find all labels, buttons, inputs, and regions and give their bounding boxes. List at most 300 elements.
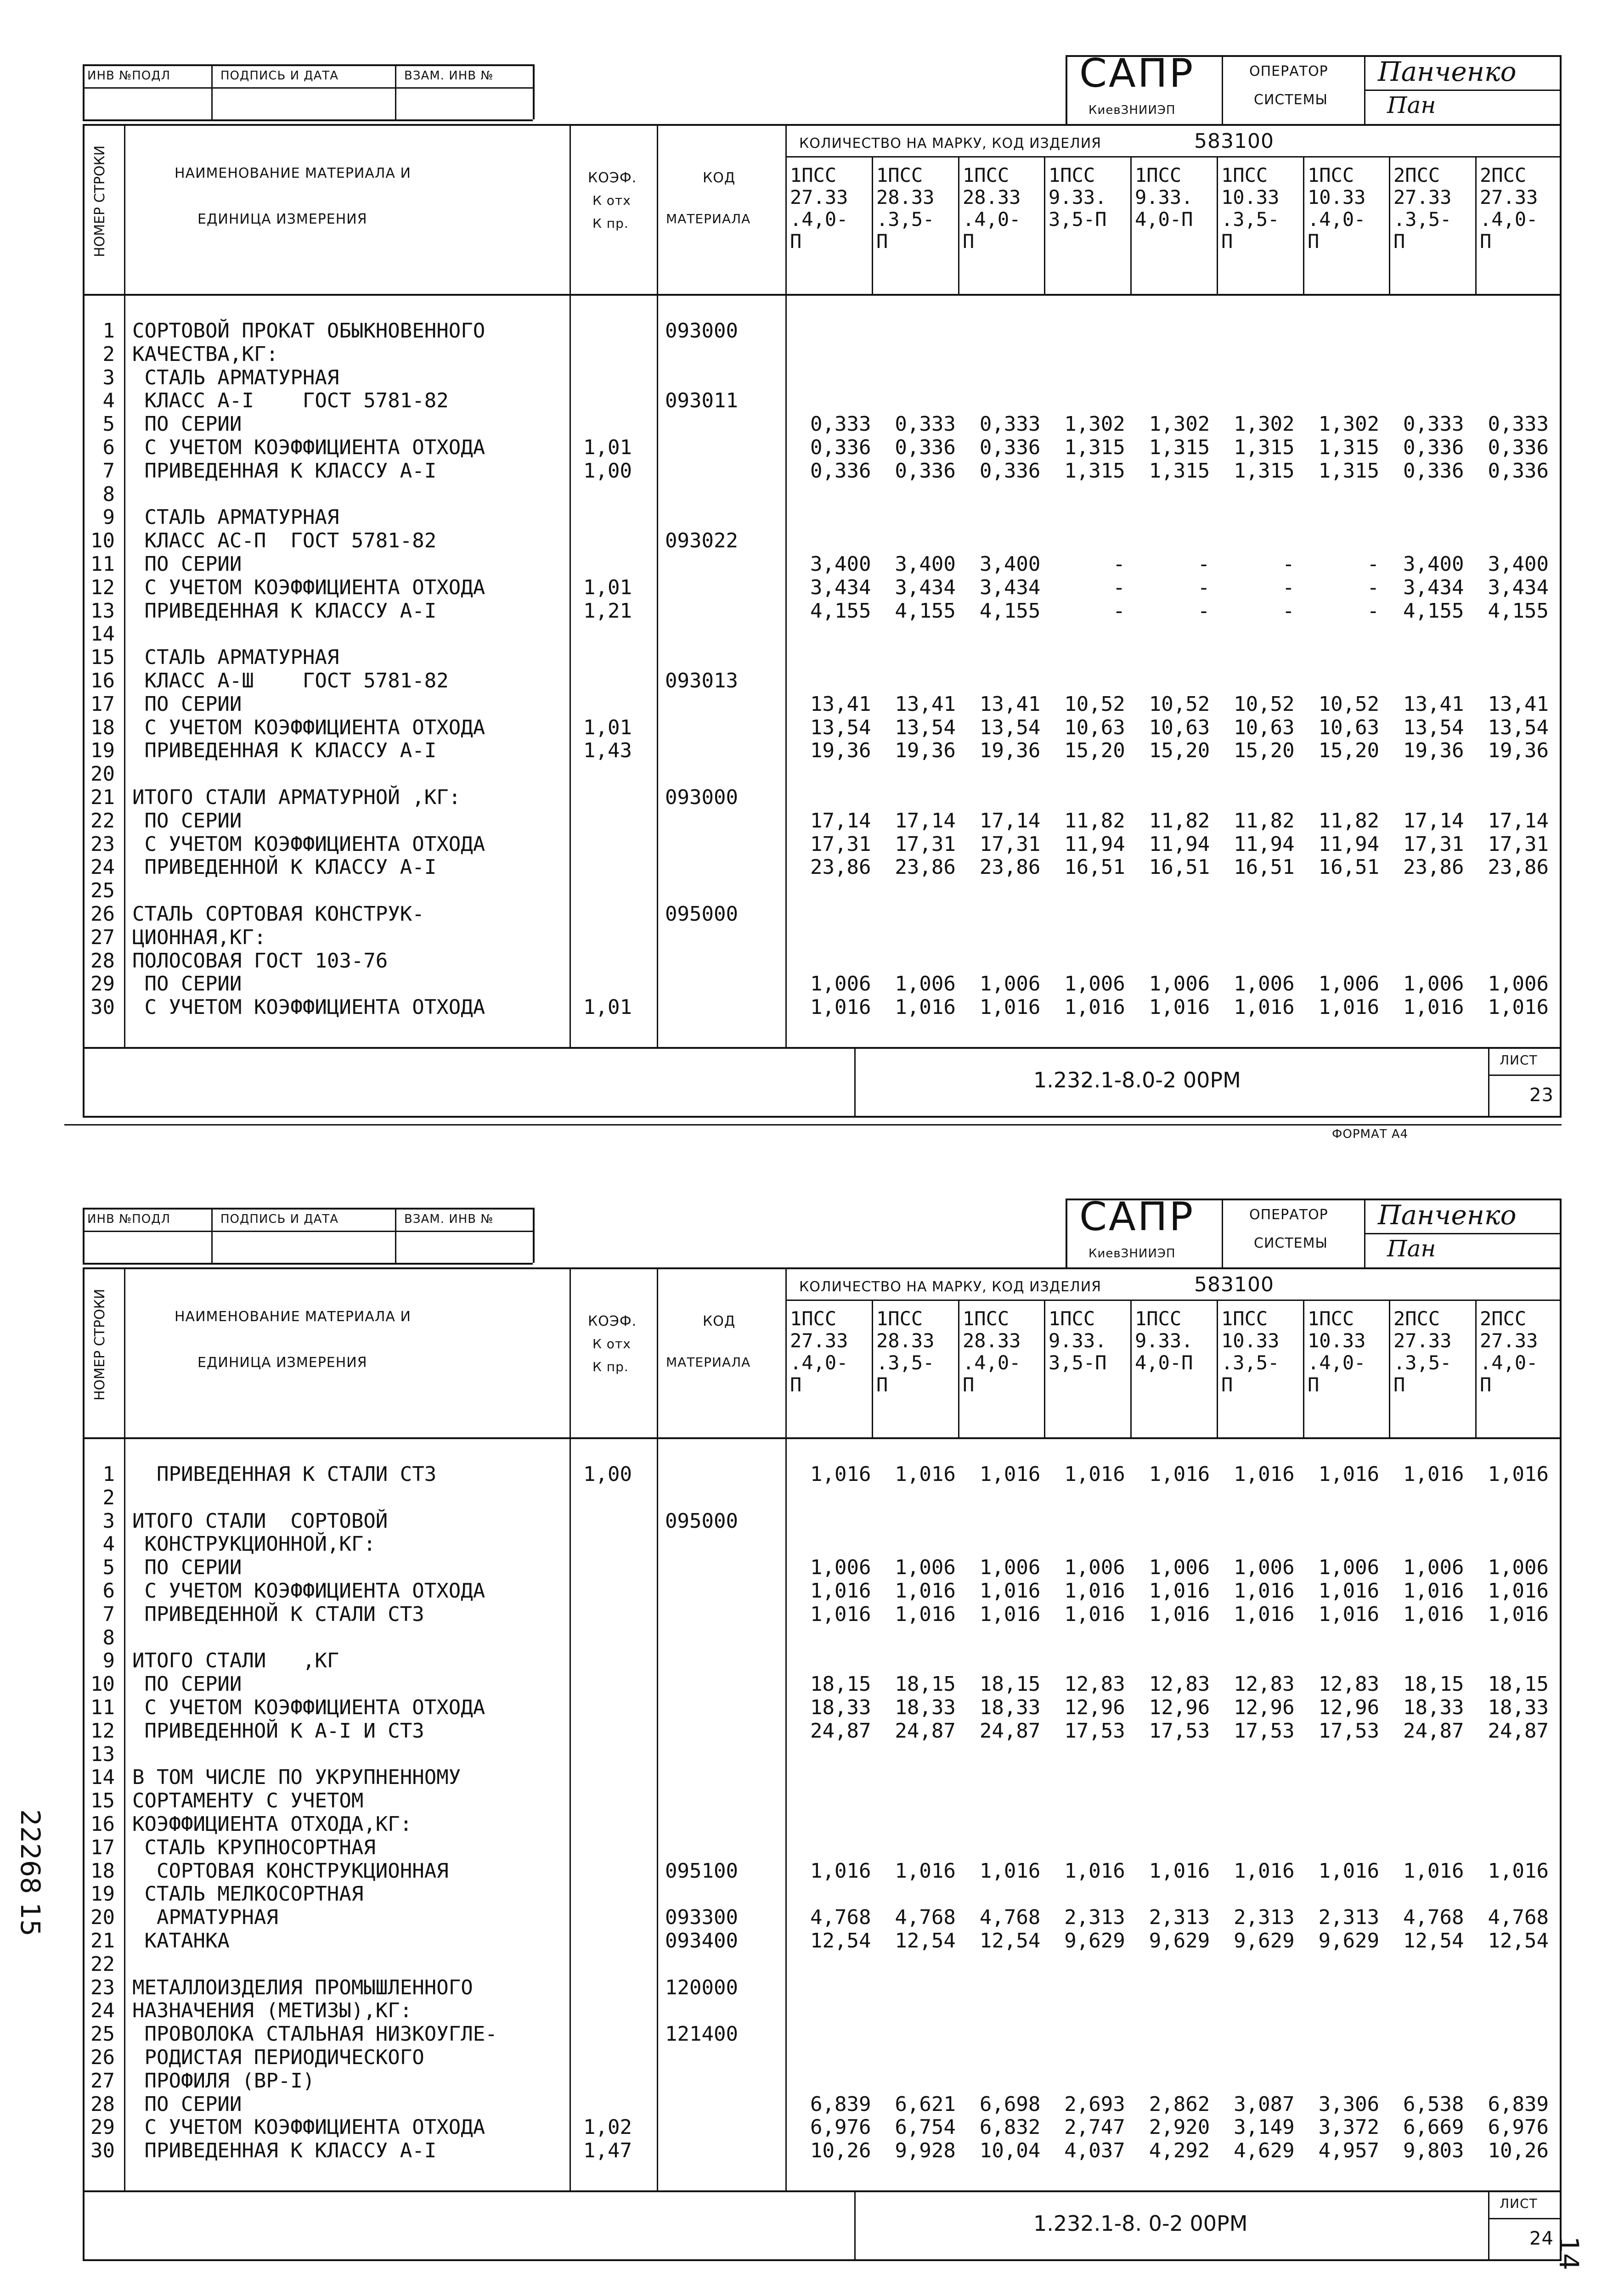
quantity-cell: - <box>1282 575 1295 599</box>
quantity-cell: 1,302 <box>1234 412 1295 436</box>
quantity-cell: 1,315 <box>1318 459 1380 483</box>
quantity-cell: 18,15 <box>810 1672 871 1696</box>
quantity-cell: 13,54 <box>1488 715 1549 739</box>
quantity-values <box>790 2116 1552 2139</box>
material-name: СОРТОВАЯ КОНСТРУКЦИОННАЯ <box>132 1859 449 1883</box>
material-name: СОРТОВОЙ ПРОКАТ ОБЫКНОВЕННОГО <box>132 319 485 343</box>
quantity-cell: 1,016 <box>1234 1463 1295 1486</box>
row-number: 30 <box>90 996 115 1019</box>
quantity-cell: 0,333 <box>1403 412 1464 436</box>
row-number: 25 <box>90 2022 115 2046</box>
table-row <box>83 1836 1562 1859</box>
code-label-2: МАТЕРИАЛА <box>666 211 751 226</box>
quantity-cell: 1,315 <box>1149 436 1210 459</box>
quantity-cell: 18,15 <box>1488 1672 1549 1696</box>
quantity-cell: 24,87 <box>1403 1719 1464 1743</box>
stamp-cell-sign: ПОДПИСЬ И ДАТА <box>220 69 339 83</box>
quantity-cell: - <box>1197 599 1210 623</box>
quantity-cell: 11,82 <box>1318 809 1380 833</box>
quantity-cell: 18,15 <box>895 1672 956 1696</box>
quantity-cell: - <box>1113 552 1125 576</box>
material-code: 121400 <box>665 2022 738 2046</box>
material-name: С УЧЕТОМ КОЭФФИЦИЕНТА ОТХОДА <box>132 715 485 739</box>
mark-column-header: 1ПСС 28.33 .4,0- П <box>963 164 1021 253</box>
quantity-cell: 3,400 <box>1488 552 1549 576</box>
rule-line <box>1475 1300 1477 1437</box>
row-number: 26 <box>90 2046 115 2069</box>
table-row <box>83 1906 1562 1929</box>
quantity-cell: 1,006 <box>1403 1556 1464 1580</box>
table-row <box>83 553 1562 576</box>
quantity-cell: 4,768 <box>1488 1906 1549 1930</box>
stamp-cell-inv: ИНВ №ПОДЛ <box>87 1212 171 1226</box>
quantity-values <box>790 996 1552 1019</box>
row-number: 22 <box>90 809 115 833</box>
quantity-cell: - <box>1197 575 1210 599</box>
row-number: 25 <box>90 879 115 903</box>
quantity-cell: 17,31 <box>1403 832 1464 856</box>
quantity-cell: 6,754 <box>895 2116 956 2139</box>
quantity-cell: 2,313 <box>1149 1906 1210 1930</box>
quantity-cell: 1,315 <box>1064 459 1125 483</box>
quantity-cell: 13,54 <box>1403 715 1464 739</box>
sapr-org: КиевЗНИИЭП <box>1088 103 1176 117</box>
material-code: 093300 <box>665 1906 738 1930</box>
row-number: 21 <box>90 1929 115 1953</box>
quantity-cell: 12,83 <box>1149 1672 1210 1696</box>
quantity-cell: 17,53 <box>1234 1719 1295 1743</box>
quantity-cell: 1,315 <box>1064 436 1125 459</box>
quantity-cell: 1,016 <box>895 1859 956 1883</box>
quantity-cell: 10,63 <box>1234 715 1295 739</box>
table-row <box>83 693 1562 716</box>
quantity-cell: 10,52 <box>1064 692 1125 716</box>
material-name: ПРИВЕДЕННАЯ К СТАЛИ СТЗ <box>132 1463 437 1486</box>
material-code: 093013 <box>665 669 738 692</box>
mark-column-header: 2ПСС 27.33 .4,0- П <box>1480 1307 1538 1396</box>
table-row <box>83 1976 1562 1999</box>
quantity-cell: 3,434 <box>979 575 1041 599</box>
row-number: 3 <box>102 1509 115 1533</box>
quantity-cell: 13,41 <box>1488 692 1549 716</box>
quantity-cell: 19,36 <box>810 739 871 763</box>
quantity-cell: 12,83 <box>1318 1672 1380 1696</box>
quantity-cell: 12,96 <box>1149 1696 1210 1719</box>
quantity-values <box>790 460 1552 483</box>
quantity-cell: 11,82 <box>1234 809 1295 833</box>
rule-line <box>83 1437 1562 1439</box>
table-row <box>83 2093 1562 2116</box>
quantity-cell: 9,629 <box>1318 1929 1380 1953</box>
quantity-cell: 1,016 <box>1403 1859 1464 1883</box>
quantity-cell: 3,149 <box>1234 2116 1295 2139</box>
row-number: 11 <box>90 552 115 576</box>
code-label-1: КОД <box>703 1313 736 1329</box>
quantity-cell: - <box>1197 552 1210 576</box>
quantity-cell: 0,336 <box>1488 436 1549 459</box>
table-row <box>83 320 1562 343</box>
quantity-cell: 10,26 <box>810 2139 871 2163</box>
quantity-cell: 17,14 <box>895 809 956 833</box>
quantity-values <box>790 2093 1552 2116</box>
row-number: 24 <box>90 855 115 879</box>
quantity-cell: 0,333 <box>979 412 1041 436</box>
quantity-cell: 0,333 <box>810 412 871 436</box>
quantity-cell: 13,54 <box>810 715 871 739</box>
quantity-cell: 16,51 <box>1234 855 1295 879</box>
table-row <box>83 1673 1562 1696</box>
rule-line <box>872 1300 873 1437</box>
rule-line <box>83 124 1562 126</box>
rule-line <box>785 156 1562 158</box>
rule-line <box>83 2190 1562 2192</box>
material-name: ПРИВЕДЕННОЙ К А-I И СТЗ <box>132 1719 424 1743</box>
table-row <box>83 1510 1562 1533</box>
quantity-cell: 19,36 <box>1403 739 1464 763</box>
mark-column-header: 1ПСС 28.33 .3,5- П <box>876 1307 935 1396</box>
coefficient: 1,01 <box>583 996 632 1019</box>
table-row <box>83 600 1562 623</box>
rule-line <box>785 1300 1562 1301</box>
quantity-cell: 1,016 <box>1149 1602 1210 1626</box>
quantity-cell: 1,016 <box>979 1602 1041 1626</box>
quantity-cell: 17,14 <box>810 809 871 833</box>
material-name: КЛАСС А-I ГОСТ 5781-82 <box>132 389 449 413</box>
quantity-values <box>790 1720 1552 1743</box>
rule-line <box>1475 156 1477 294</box>
table-row <box>83 2070 1562 2093</box>
quantity-cell: 13,41 <box>979 692 1041 716</box>
table-row <box>83 856 1562 879</box>
sheet-2 <box>83 1189 1562 2259</box>
row-number: 9 <box>102 506 115 529</box>
rule-line <box>1488 1047 1489 1116</box>
quantity-cell: 1,006 <box>1488 972 1549 996</box>
quantity-cell: 18,33 <box>895 1696 956 1719</box>
quantity-cell: 9,928 <box>895 2139 956 2163</box>
table-row <box>83 950 1562 973</box>
material-code: 120000 <box>665 1975 738 1999</box>
material-name: ПО СЕРИИ <box>132 2092 242 2116</box>
material-name: ИТОГО СТАЛИ СОРТОВОЙ <box>132 1509 388 1533</box>
material-code: 093400 <box>665 1929 738 1953</box>
material-name: ПО СЕРИИ <box>132 412 242 436</box>
quantity-cell: 16,51 <box>1064 855 1125 879</box>
quantity-cell: 11,94 <box>1149 832 1210 856</box>
material-name: ИТОГО СТАЛИ АРМАТУРНОЙ ,КГ: <box>132 786 461 809</box>
row-number: 10 <box>90 1672 115 1696</box>
quantity-cell: 24,87 <box>895 1719 956 1743</box>
sheet-label: ЛИСТ <box>1500 2196 1538 2211</box>
quantity-cell: 6,832 <box>979 2116 1041 2139</box>
material-code: 093000 <box>665 786 738 809</box>
quantity-cell: 12,83 <box>1064 1672 1125 1696</box>
quantity-cell: 1,016 <box>1064 1579 1125 1603</box>
rule-line <box>64 1124 1562 1125</box>
quantity-cell: 18,15 <box>979 1672 1041 1696</box>
material-name: ПО СЕРИИ <box>132 1672 242 1696</box>
quantity-cell: 2,693 <box>1064 2092 1125 2116</box>
mark-column-header: 1ПСС 10.33 .3,5- П <box>1221 164 1280 253</box>
row-number: 13 <box>90 599 115 623</box>
rule-line <box>1066 1199 1067 1267</box>
system-label: СИСТЕМЫ <box>1254 92 1328 108</box>
quantity-cell: 1,006 <box>1318 1556 1380 1580</box>
quantity-cell: 1,016 <box>1488 1579 1549 1603</box>
material-name: ПОЛОСОВАЯ ГОСТ 103-76 <box>132 949 388 973</box>
material-name: С УЧЕТОМ КОЭФФИЦИЕНТА ОТХОДА <box>132 575 485 599</box>
material-code: 095100 <box>665 1859 738 1883</box>
row-number: 15 <box>90 1789 115 1813</box>
table-row <box>83 996 1562 1019</box>
quantity-cell: 1,006 <box>1234 972 1295 996</box>
quantity-cell: 12,96 <box>1064 1696 1125 1719</box>
table-row <box>83 529 1562 552</box>
quantity-cell: 2,313 <box>1234 1906 1295 1930</box>
row-number: 14 <box>90 622 115 646</box>
table-row <box>83 1463 1562 1486</box>
row-number: 18 <box>90 1859 115 1883</box>
quantity-values <box>790 716 1552 739</box>
material-name: ПРИВЕДЕННОЙ К КЛАССУ А-I <box>132 855 437 879</box>
quantity-cell: 10,63 <box>1064 715 1125 739</box>
quantity-cell: 3,434 <box>1403 575 1464 599</box>
quantity-cell: 18,33 <box>1488 1696 1549 1719</box>
quantity-cell: 1,006 <box>1064 1556 1125 1580</box>
quantity-cell: 11,94 <box>1318 832 1380 856</box>
quantity-cell: 1,006 <box>810 1556 871 1580</box>
quantity-cell: 1,315 <box>1234 459 1295 483</box>
quantity-cell: 0,336 <box>810 459 871 483</box>
mark-column-header: 1ПСС 9.33. 4,0-П <box>1135 1307 1193 1374</box>
quantity-cell: 1,006 <box>810 972 871 996</box>
quantity-cell: 24,87 <box>1488 1719 1549 1743</box>
table-row <box>83 2139 1562 2162</box>
rule-line <box>533 1208 535 1263</box>
quantity-cell: 23,86 <box>895 855 956 879</box>
quantity-cell: 3,400 <box>1403 552 1464 576</box>
system-label: СИСТЕМЫ <box>1254 1235 1328 1251</box>
quantity-cell: 1,016 <box>1403 1463 1464 1486</box>
quantity-cell: 0,333 <box>895 412 956 436</box>
mark-column-header: 1ПСС 10.33 .4,0- П <box>1308 1307 1366 1396</box>
quantity-cell: 1,315 <box>1234 436 1295 459</box>
quantity-cell: 1,016 <box>810 1859 871 1883</box>
row-number: 24 <box>90 1999 115 2023</box>
quantity-cell: 23,86 <box>1403 855 1464 879</box>
table-row <box>83 1533 1562 1556</box>
mark-column-header: 1ПСС 9.33. 3,5-П <box>1049 1307 1107 1374</box>
row-number: 9 <box>102 1649 115 1673</box>
quantity-cell: 4,768 <box>810 1906 871 1930</box>
rule-line <box>1130 1300 1132 1437</box>
code-label-1: КОД <box>703 170 736 186</box>
quantity-cell: 6,976 <box>810 2116 871 2139</box>
coef-label-2: К отх <box>592 193 631 208</box>
stamp-cell-sign: ПОДПИСЬ И ДАТА <box>220 1212 339 1226</box>
row-number: 19 <box>90 739 115 763</box>
material-name: ПО СЕРИИ <box>132 1556 242 1580</box>
quantity-values <box>790 1860 1552 1883</box>
material-name: РОДИСТАЯ ПЕРИОДИЧЕСКОГО <box>132 2046 424 2069</box>
quantity-cell: 1,016 <box>1488 996 1549 1019</box>
mark-column-header: 1ПСС 10.33 .4,0- П <box>1308 164 1366 253</box>
mark-column-header: 1ПСС 28.33 .3,5- П <box>876 164 935 253</box>
material-code: 095000 <box>665 902 738 926</box>
quantity-cell: 1,006 <box>979 1556 1041 1580</box>
rule-line <box>854 1047 856 1116</box>
row-number: 1 <box>102 1463 115 1486</box>
quantity-values <box>790 553 1552 576</box>
coef-label-3: К пр. <box>592 216 629 231</box>
quantity-cell: 11,94 <box>1064 832 1125 856</box>
sheet-1 <box>83 46 1562 1141</box>
quantity-cell: 1,016 <box>1318 1579 1380 1603</box>
quantity-cell: 17,31 <box>1488 832 1549 856</box>
coef-label-2: К отх <box>592 1336 631 1351</box>
quantity-values <box>790 810 1552 833</box>
quantity-cell: 1,016 <box>810 1602 871 1626</box>
material-name: С УЧЕТОМ КОЭФФИЦИЕНТА ОТХОДА <box>132 1696 485 1719</box>
quantity-cell: 1,016 <box>1234 1602 1295 1626</box>
quantity-cell: 3,306 <box>1318 2092 1380 2116</box>
quantity-cell: 1,016 <box>1064 996 1125 1019</box>
quantity-cell: 3,400 <box>810 552 871 576</box>
quantity-cell: 1,302 <box>1149 412 1210 436</box>
row-number: 12 <box>90 1719 115 1743</box>
coefficient: 1,01 <box>583 436 632 459</box>
quantity-cell: 12,54 <box>1488 1929 1549 1953</box>
product-code: 583100 <box>1194 129 1274 153</box>
row-number: 5 <box>102 1556 115 1580</box>
quantity-cell: 1,016 <box>1403 996 1464 1019</box>
quantity-cell: 10,26 <box>1488 2139 1549 2163</box>
quantity-values <box>790 413 1552 436</box>
quantity-values <box>790 1463 1552 1486</box>
material-name: СТАЛЬ АРМАТУРНАЯ <box>132 646 339 670</box>
quantity-cell: 1,016 <box>1488 1463 1549 1486</box>
quantity-cell: 1,302 <box>1064 412 1125 436</box>
table-row <box>83 879 1562 902</box>
quantity-label: КОЛИЧЕСТВО НА МАРКУ, КОД ИЗДЕЛИЯ <box>799 135 1102 152</box>
material-name: С УЧЕТОМ КОЭФФИЦИЕНТА ОТХОДА <box>132 2116 485 2139</box>
rule-line <box>1364 90 1562 91</box>
quantity-cell: 4,768 <box>895 1906 956 1930</box>
material-name: ИТОГО СТАЛИ ,КГ <box>132 1649 339 1673</box>
table-row <box>83 506 1562 529</box>
quantity-cell: 1,016 <box>1064 1463 1125 1486</box>
material-label-2: ЕДИНИЦА ИЗМЕРЕНИЯ <box>197 211 367 227</box>
quantity-values <box>790 739 1552 762</box>
material-name: ЦИОННАЯ,КГ: <box>132 925 266 949</box>
table-row <box>83 739 1562 762</box>
rule-line <box>1488 2218 1562 2219</box>
row-number: 4 <box>102 1532 115 1556</box>
coefficient: 1,00 <box>583 459 632 483</box>
quantity-cell: 1,006 <box>1064 972 1125 996</box>
sheet-label: ЛИСТ <box>1500 1052 1538 1068</box>
quantity-cell: 17,53 <box>1149 1719 1210 1743</box>
quantity-cell: 17,31 <box>895 832 956 856</box>
rule-line <box>83 294 1562 296</box>
rule-line <box>1217 1300 1218 1437</box>
quantity-cell: 0,336 <box>810 436 871 459</box>
table-row <box>83 1556 1562 1579</box>
table-row <box>83 436 1562 459</box>
mark-column-header: 2ПСС 27.33 .3,5- П <box>1393 1307 1452 1396</box>
quantity-values <box>790 1696 1552 1719</box>
table-row <box>83 366 1562 389</box>
row-number: 20 <box>90 762 115 786</box>
quantity-cell: 3,434 <box>895 575 956 599</box>
material-name: ПРОФИЛЯ (ВР-I) <box>132 2069 315 2093</box>
material-name: СТАЛЬ МЕЛКОСОРТНАЯ <box>132 1882 364 1906</box>
coefficient: 1,01 <box>583 715 632 739</box>
quantity-cell: 6,976 <box>1488 2116 1549 2139</box>
quantity-cell: 1,006 <box>1318 972 1380 996</box>
material-name: КАТАНКА <box>132 1929 230 1953</box>
quantity-cell: 9,629 <box>1149 1929 1210 1953</box>
quantity-values <box>790 1930 1552 1953</box>
row-number: 16 <box>90 1812 115 1836</box>
coefficient: 1,43 <box>583 739 632 763</box>
quantity-cell: 1,016 <box>1064 1602 1125 1626</box>
table-row <box>83 903 1562 926</box>
rule-line <box>83 1263 533 1265</box>
material-name: КЛАСС А-Ш ГОСТ 5781-82 <box>132 669 449 692</box>
quantity-cell: 6,698 <box>979 2092 1041 2116</box>
material-name: С УЧЕТОМ КОЭФФИЦИЕНТА ОТХОДА <box>132 1579 485 1603</box>
operator-name: Панченко <box>1378 56 1517 87</box>
quantity-cell: 2,747 <box>1064 2116 1125 2139</box>
quantity-cell: - <box>1367 599 1380 623</box>
material-code: 093000 <box>665 319 738 343</box>
quantity-cell: 10,52 <box>1318 692 1380 716</box>
quantity-cell: 1,006 <box>979 972 1041 996</box>
quantity-cell: 3,434 <box>810 575 871 599</box>
quantity-cell: 16,51 <box>1149 855 1210 879</box>
quantity-cell: 0,333 <box>1488 412 1549 436</box>
quantity-cell: 17,31 <box>979 832 1041 856</box>
rule-line <box>83 87 533 89</box>
row-number: 21 <box>90 786 115 809</box>
quantity-cell: 4,155 <box>810 599 871 623</box>
rule-line <box>854 2190 856 2259</box>
row-number: 11 <box>90 1696 115 1719</box>
quantity-cell: 4,037 <box>1064 2139 1125 2163</box>
table-row <box>83 2116 1562 2139</box>
quantity-cell: 6,839 <box>810 2092 871 2116</box>
table-row <box>83 1626 1562 1649</box>
quantity-cell: 19,36 <box>895 739 956 763</box>
quantity-cell: 10,04 <box>979 2139 1041 2163</box>
quantity-values <box>790 1580 1552 1603</box>
quantity-values <box>790 436 1552 459</box>
row-number: 30 <box>90 2139 115 2163</box>
quantity-cell: 4,292 <box>1149 2139 1210 2163</box>
table-row <box>83 1930 1562 1953</box>
material-name: АРМАТУРНАЯ <box>132 1906 278 1930</box>
quantity-cell: 1,006 <box>895 1556 956 1580</box>
quantity-cell: 23,86 <box>1488 855 1549 879</box>
table-row <box>83 1486 1562 1509</box>
quantity-cell: 2,920 <box>1149 2116 1210 2139</box>
table-row <box>83 1860 1562 1883</box>
quantity-cell: 12,54 <box>895 1929 956 1953</box>
quantity-cell: - <box>1367 575 1380 599</box>
quantity-cell: 6,669 <box>1403 2116 1464 2139</box>
quantity-cell: 17,14 <box>1403 809 1464 833</box>
